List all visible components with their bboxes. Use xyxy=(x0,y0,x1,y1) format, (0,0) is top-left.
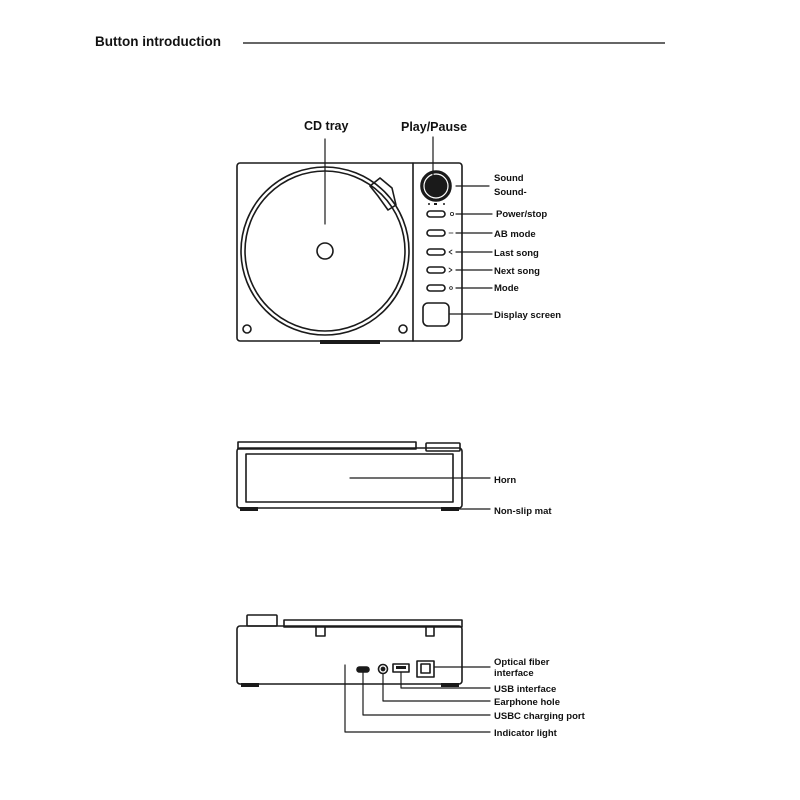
back-view xyxy=(237,615,586,739)
sound-label: Sound xyxy=(494,173,524,184)
earphone-jack-core xyxy=(381,667,384,670)
front-foot-left xyxy=(240,507,258,511)
back-knob xyxy=(247,615,277,626)
front-view xyxy=(237,442,552,517)
screw-icon xyxy=(399,325,407,333)
ab-mode-label: AB mode xyxy=(494,229,536,240)
power-mini-icon xyxy=(450,212,453,215)
play-pause-label: Play/Pause xyxy=(401,120,468,134)
ab-mode-button[interactable] xyxy=(427,230,445,236)
usb-port-tongue xyxy=(396,666,406,669)
back-labels xyxy=(494,657,586,739)
page-title: Button introduction xyxy=(95,34,221,49)
back-hinge-left xyxy=(316,627,325,636)
top-view xyxy=(237,119,561,344)
front-leader-lines xyxy=(350,478,490,509)
tonearm-clip xyxy=(370,178,396,210)
mode-mini-icon xyxy=(450,287,453,290)
usbc-leader xyxy=(363,672,490,715)
mode-label: Mode xyxy=(494,283,519,294)
indicator-light-label: Indicator light xyxy=(494,728,557,739)
front-foot-right xyxy=(441,507,459,511)
horn-label: Horn xyxy=(494,475,517,486)
dot-icon xyxy=(443,203,445,205)
button-mini-icons xyxy=(449,212,454,289)
power-stop-label: Power/stop xyxy=(496,209,548,220)
usbc-charging-port-label: USBC charging port xyxy=(494,711,585,722)
earphone-hole-label: Earphone hole xyxy=(494,697,560,708)
optical-fiber-port-inner xyxy=(421,664,430,673)
bottom-foot xyxy=(320,340,380,344)
optical-fiber-label: Optical fiber xyxy=(494,657,550,668)
last-song-label: Last song xyxy=(494,248,539,259)
next-mini-icon xyxy=(449,268,452,272)
front-knob xyxy=(426,443,460,451)
display-screen-label: Display screen xyxy=(494,310,562,321)
last-song-button[interactable] xyxy=(427,249,445,255)
display-screen xyxy=(423,303,449,326)
sound-minus-label: Sound- xyxy=(494,187,527,198)
power-stop-button[interactable] xyxy=(427,211,445,217)
back-body xyxy=(237,626,462,684)
back-hinge-right xyxy=(426,627,434,636)
spindle-icon xyxy=(317,243,333,259)
optical-fiber-label-line2: interface xyxy=(494,668,534,679)
play-pause-mini-icon xyxy=(434,203,437,205)
play-pause-knob[interactable] xyxy=(421,171,451,201)
usbc-port xyxy=(357,667,369,672)
next-song-label: Next song xyxy=(494,266,540,277)
back-foot-right xyxy=(441,683,459,687)
dot-icon xyxy=(428,203,430,205)
front-labels xyxy=(494,475,552,517)
usb-interface-label: USB interface xyxy=(494,684,557,695)
prev-mini-icon xyxy=(449,250,452,254)
back-foot-left xyxy=(241,683,259,687)
non-slip-mat-label: Non-slip mat xyxy=(494,506,552,517)
screw-icon xyxy=(243,325,251,333)
mode-button[interactable] xyxy=(427,285,445,291)
cd-tray-label: CD tray xyxy=(304,119,349,133)
next-song-button[interactable] xyxy=(427,267,445,273)
